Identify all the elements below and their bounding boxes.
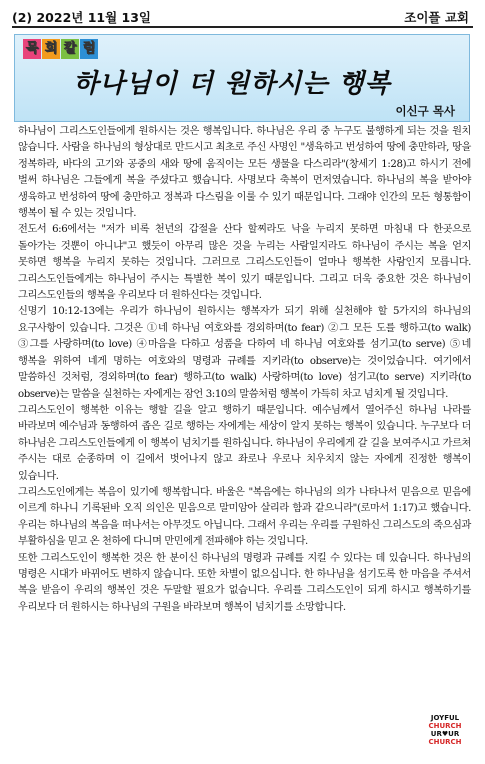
church-name: 조이플 교회 — [404, 10, 469, 25]
church-logo — [421, 714, 469, 752]
logo-line-3: UR♥UR — [430, 730, 460, 738]
issue-date: (2) 2022년 11월 13일 — [12, 10, 151, 25]
column-banner — [14, 34, 470, 122]
article-body — [18, 124, 471, 616]
paragraph: 전도서 6:6에서는 "저가 비록 천년의 갑절을 산다 할찌라도 낙을 누리지 못하면 마침내 다 한곳으로 돌아가는 것뿐이 아니냐"고 했듯이 아무리 많은 것을 누리는 사람일지라도 하나님이 주시는 복을 얻지 못하면 행복을 누리지 못하는 것입니다. 그러므로 그리스도인들이 얼마나 행복한 사람인지 모릅니다. 그리스도인들에게는 하나님이 주시는 특별한 복이 있기 때문입니다. 그리고 더욱 중요한 것은 하나님이 그리스도인들의 행복을 우리보다 더 원하신다는 것입니다. — [18, 224, 471, 302]
article-title: 하나님이 더 원하시는 행복 — [73, 69, 391, 99]
column-label — [23, 39, 98, 59]
header-divider — [12, 26, 473, 28]
column-label-char-4: 럼 — [80, 39, 98, 59]
article-author: 이신구 목사 — [395, 104, 455, 118]
paragraph: 또한 그리스도인이 행복한 것은 한 분이신 하나님의 명령과 규례를 지킬 수 있다는 데 있습니다. 하나님의 명령은 시대가 바뀌어도 변하지 않습니다. 또한 차별이 없으십니다. 한 하나님을 섬기도록 한 마음을 주셔서 복을 받음이 우리의 행복인 것은 두말할 필요가 없습니다. 우리를 그리스도인이 되게 하시고 행복하기를 우리보다 더 원하시는 하나님의 구원을 바라보며 행복이 넘치기를 소망합니다. — [18, 552, 471, 613]
logo-line-1: JOYFUL — [430, 714, 460, 722]
column-label-char-3: 칼 — [61, 39, 79, 59]
column-label-char-1: 목 — [23, 39, 41, 59]
paragraph: 그리스도인이 행복한 이유는 행할 길을 알고 행하기 때문입니다. 예수님께서 열어주신 하나님 나라를 바라보며 예수님과 동행하여 좁은 길로 행하는 자에게는 세상이 알지 못하는 행복이 있습니다. 누구보다 더 하나님은 그리스도인들에게 이 행복이 넘치기를 원하십니다. 하나님이 우리에게 갈 길을 보여주시고 가르쳐 주시는 대로 순종하며 이 길에서 벗어나지 않고 좌로나 우로나 치우치지 않는 자에게 진정한 행복이 있습니다. — [18, 404, 471, 482]
paragraph: 하나님이 그리스도인들에게 원하시는 것은 행복입니다. 하나님은 우리 중 누구도 불행하게 되는 것을 원치 않습니다. 사람을 하나님의 형상대로 만드시고 최초로 주신 사명인 "생육하고 번성하여 땅에 충만하라, 땅을 정복하라, 바다의 고기와 공중의 새와 땅에 움직이는 모든 생물을 다스리라"(창세기 1:28)고 하시기 전에 벌써 하나님은 그들에게 복을 주셨다고 했습니다. 사명보다 축복이 먼저였습니다. 하나님의 복을 받아야 생육하고 번성하여 땅에 충만하고 정복과 다스림을 이룰 수 있기 때문입니다. 그래야 인간의 모든 형통함이 행복이 될 수 있는 것입니다. — [18, 126, 471, 220]
logo-line-2: CHURCH — [428, 722, 462, 730]
logo-line-4: CHURCH — [428, 738, 462, 746]
page-header — [12, 6, 473, 24]
paragraph: 신명기 10:12-13에는 우리가 하나님이 원하시는 행복자가 되기 위해 실천해야 할 5가지의 하나님의 요구사항이 있습니다. 그것은 ①네 하나님 여호와를 경외하며(to fear) ②그 모든 도를 행하고(to walk) ③그를 사랑하며(to love) ④마음을 다하고 성품을 다하여 네 하나님 여호와를 섬기고(to serve) ⑤네 행복을 위하여 네게 명하는 여호와의 명령과 규례를 지키라(to observe)는 것이었습니다. 여기에서 말씀하신 것처럼, 경외하며(to fear) 행하고(to walk) 사랑하며(to love) 섬기고(to serve) 지키라(to observe)는 말씀을 실천하는 자에게는 잠언 3:10의 말씀처럼 행복이 가득히 차고 넘치게 될 것입니다. — [18, 306, 471, 400]
paragraph: 그리스도인에게는 복음이 있기에 행복합니다. 바울은 "복음에는 하나님의 의가 나타나서 믿음으로 믿음에 이르게 하나니 기록된바 오직 의인은 믿음으로 말미암아 살리라 함과 같으니라"(로마서 1:17)고 했습니다. 우리는 하나님의 복음을 떠나서는 아무것도 아닙니다. 그래서 우리는 우리를 구원하신 그리스도의 죽으심과 부활하심을 믿고 온 천하에 다니며 만민에게 전파해야 하는 것입니다. — [18, 486, 471, 548]
column-label-char-2: 회 — [42, 39, 60, 59]
